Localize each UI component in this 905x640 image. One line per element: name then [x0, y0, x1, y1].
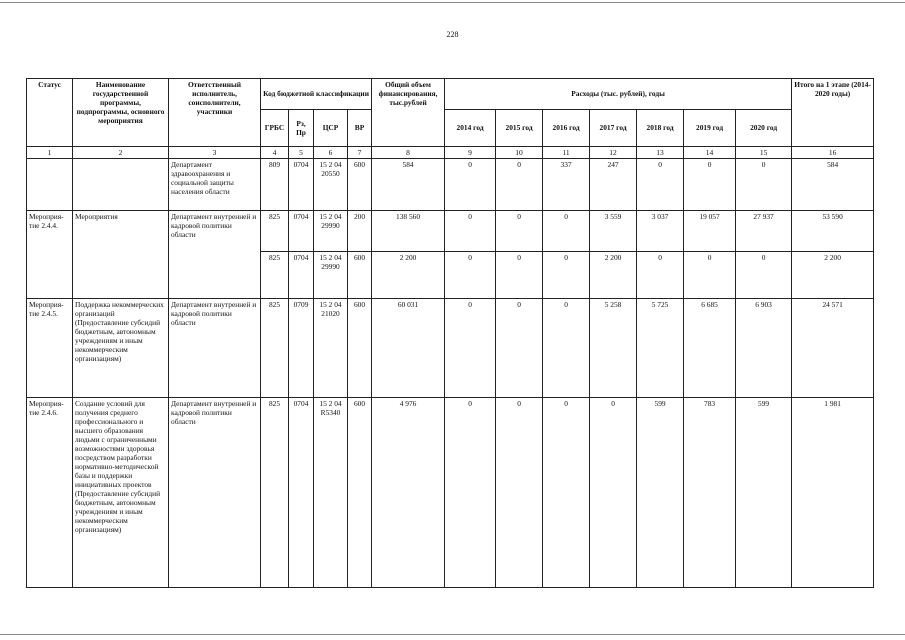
row-year-2016: 337	[543, 159, 590, 211]
row-total: 4 976	[372, 398, 445, 588]
bottom-border-line	[0, 634, 905, 639]
row-year-2017: 5 258	[590, 299, 637, 398]
row-status: Мероприя-тие 2.4.6.	[27, 398, 73, 588]
row-stage-total: 584	[792, 159, 874, 211]
row-csr: 15 2 04 29990	[314, 211, 348, 252]
row-grbs: 825	[261, 252, 289, 299]
row-year-2017: 3 559	[590, 211, 637, 252]
page-number: 228	[446, 30, 459, 39]
row-grbs: 809	[261, 159, 289, 211]
row-year-2017: 247	[590, 159, 637, 211]
header-vr: ВР	[348, 110, 372, 147]
row-year-2019: 6 685	[684, 299, 736, 398]
header-grbs: ГРБС	[261, 110, 289, 147]
row-status: Мероприя-тие 2.4.4.	[27, 211, 73, 299]
header-year-2017: 2017 год	[590, 110, 637, 147]
row-executor: Департамент внутренней и кадровой политики области	[169, 299, 261, 398]
row-year-2020: 0	[736, 252, 792, 299]
header-executor: Ответственный исполнитель, соисполнители, участники	[169, 79, 261, 147]
row-year-2020: 6 903	[736, 299, 792, 398]
row-executor: Департамент внутренней и кадровой политики области	[169, 211, 261, 299]
header-year-2018: 2018 год	[637, 110, 684, 147]
row-name: Поддержка некоммерческих организаций (Предоставление субсидий бюджетным, автономным учреждениям и иным некоммерческим организациям)	[73, 299, 169, 398]
header-code-group: Код бюджетной классификации	[261, 79, 372, 110]
column-number: 15	[736, 147, 792, 159]
row-year-2020: 599	[736, 398, 792, 588]
header-total: Общий объем финансирования, тыс.рублей	[372, 79, 445, 147]
header-year-2015: 2015 год	[496, 110, 543, 147]
row-year-2020: 27 937	[736, 211, 792, 252]
row-year-2018: 0	[637, 159, 684, 211]
header-rzpr: Рз, Пр	[289, 110, 314, 147]
table-row	[27, 211, 874, 252]
row-year-2019: 0	[684, 159, 736, 211]
row-year-2016: 0	[543, 299, 590, 398]
row-rzpr: 0709	[289, 299, 314, 398]
row-year-2019: 19 057	[684, 211, 736, 252]
row-year-2015: 0	[496, 299, 543, 398]
column-number: 11	[543, 147, 590, 159]
row-year-2018: 5 725	[637, 299, 684, 398]
row-csr: 15 2 04 29990	[314, 252, 348, 299]
row-rzpr: 0704	[289, 252, 314, 299]
row-year-2015: 0	[496, 398, 543, 588]
row-name	[73, 159, 169, 211]
column-number: 1	[27, 147, 73, 159]
row-year-2015: 0	[496, 211, 543, 252]
column-number: 2	[73, 147, 169, 159]
row-grbs: 825	[261, 211, 289, 252]
row-name: Создание условий для получения среднего профессионального и высшего образования людьми с ограниченными возможностями здоровья посредством разработки нормативно-методической базы и поддержки инициативных проектов (Предоставление субсидий бюджетным, автономным учреждениям и иным некоммерческим организациям)	[73, 398, 169, 588]
column-number: 12	[590, 147, 637, 159]
column-number: 13	[637, 147, 684, 159]
row-year-2014: 0	[445, 159, 496, 211]
row-year-2014: 0	[445, 211, 496, 252]
row-total: 584	[372, 159, 445, 211]
row-year-2014: 0	[445, 299, 496, 398]
row-year-2014: 0	[445, 252, 496, 299]
row-rzpr: 0704	[289, 398, 314, 588]
row-year-2019: 783	[684, 398, 736, 588]
column-number: 3	[169, 147, 261, 159]
row-status	[27, 159, 73, 211]
row-executor: Департамент здравоохранения и социальной защиты населения области	[169, 159, 261, 211]
table-row	[27, 398, 874, 588]
row-rzpr: 0704	[289, 211, 314, 252]
row-csr: 15 2 04 R5340	[314, 398, 348, 588]
top-border-line	[0, 2, 905, 7]
row-total: 138 560	[372, 211, 445, 252]
row-year-2018: 599	[637, 398, 684, 588]
row-year-2017: 0	[590, 398, 637, 588]
column-number: 4	[261, 147, 289, 159]
row-stage-total: 1 981	[792, 398, 874, 588]
header-year-2019: 2019 год	[684, 110, 736, 147]
row-stage-total: 24 571	[792, 299, 874, 398]
row-vr: 600	[348, 252, 372, 299]
row-vr: 600	[348, 398, 372, 588]
budget-table	[26, 78, 874, 588]
row-year-2016: 0	[543, 252, 590, 299]
column-number: 6	[314, 147, 348, 159]
column-number: 9	[445, 147, 496, 159]
row-year-2020: 0	[736, 159, 792, 211]
row-grbs: 825	[261, 299, 289, 398]
header-stage-total: Итого на 1 этапе (2014-2020 годы)	[792, 79, 874, 147]
column-number: 8	[372, 147, 445, 159]
row-year-2014: 0	[445, 398, 496, 588]
row-year-2016: 0	[543, 398, 590, 588]
table-row	[27, 159, 874, 211]
table-row	[27, 299, 874, 398]
column-number: 5	[289, 147, 314, 159]
header-expenses-group: Расходы (тыс. рублей), годы	[445, 79, 792, 110]
header-year-2016: 2016 год	[543, 110, 590, 147]
column-number: 14	[684, 147, 736, 159]
row-executor: Департамент внутренней и кадровой политики области	[169, 398, 261, 588]
column-number: 16	[792, 147, 874, 159]
row-rzpr: 0704	[289, 159, 314, 211]
header-status: Статус	[27, 79, 73, 147]
row-year-2015: 0	[496, 252, 543, 299]
row-year-2018: 3 037	[637, 211, 684, 252]
row-csr: 15 2 04 20550	[314, 159, 348, 211]
row-vr: 200	[348, 211, 372, 252]
header-year-2014: 2014 год	[445, 110, 496, 147]
row-vr: 600	[348, 299, 372, 398]
row-vr: 600	[348, 159, 372, 211]
header-name: Наименование государственной программы, подпрограммы, основного мероприятия	[73, 79, 169, 147]
column-number: 7	[348, 147, 372, 159]
column-number: 10	[496, 147, 543, 159]
row-csr: 15 2 04 21020	[314, 299, 348, 398]
row-year-2018: 0	[637, 252, 684, 299]
row-name: Мероприятия	[73, 211, 169, 299]
header-year-2020: 2020 год	[736, 110, 792, 147]
row-total: 2 200	[372, 252, 445, 299]
column-number-row	[27, 147, 874, 159]
row-total: 60 031	[372, 299, 445, 398]
row-year-2015: 0	[496, 159, 543, 211]
row-status: Мероприя-тие 2.4.5.	[27, 299, 73, 398]
row-grbs: 825	[261, 398, 289, 588]
row-stage-total: 53 590	[792, 211, 874, 252]
row-year-2016: 0	[543, 211, 590, 252]
row-year-2019: 0	[684, 252, 736, 299]
row-stage-total: 2 200	[792, 252, 874, 299]
row-year-2017: 2 200	[590, 252, 637, 299]
header-csr: ЦСР	[314, 110, 348, 147]
